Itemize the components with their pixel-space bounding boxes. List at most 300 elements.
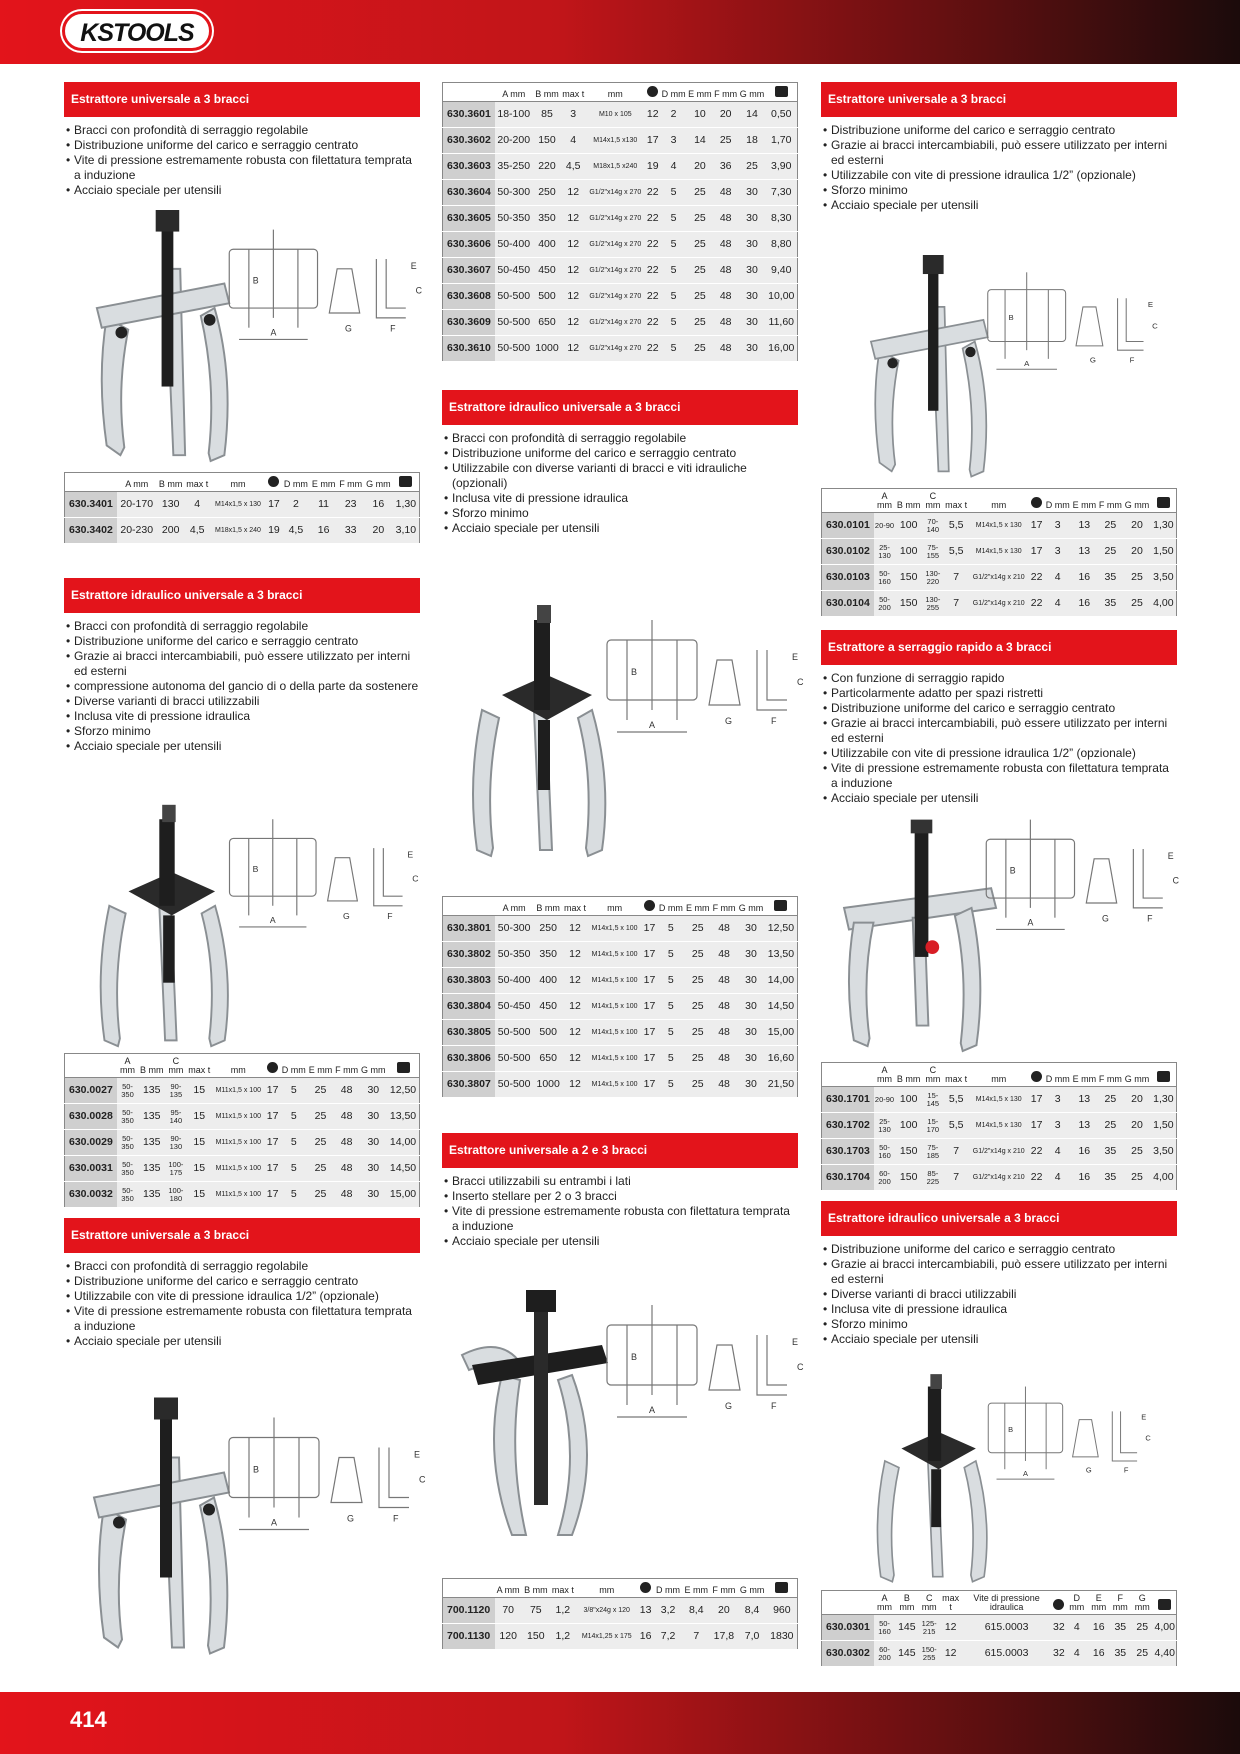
- table-cell: 4: [561, 128, 585, 154]
- article-code: 630.3606: [443, 232, 495, 258]
- socket-size-icon: [267, 1062, 278, 1073]
- spec-table: [442, 82, 798, 362]
- table-cell: 20: [710, 1598, 737, 1624]
- table-cell: 30: [737, 994, 765, 1020]
- table-cell: 4,00: [1151, 591, 1177, 617]
- feature-item: • compressione autonoma del gancio di o della parte da sostenere: [64, 679, 420, 694]
- table-cell: 150: [533, 128, 561, 154]
- table-cell: M18x1,5 x 240: [210, 518, 266, 544]
- table-cell: 12: [561, 284, 585, 310]
- table-cell: 23: [337, 492, 364, 518]
- table-cell: 25: [687, 310, 713, 336]
- header-icon: [766, 83, 798, 102]
- column-header: A mm: [495, 83, 533, 102]
- table-row: [65, 1130, 420, 1156]
- svg-text:E: E: [407, 849, 414, 860]
- table-cell: 18: [738, 128, 765, 154]
- section-estrattore-universale-2-3-bracci: [442, 1133, 798, 1249]
- svg-text:G: G: [344, 323, 352, 334]
- feature-item: • Distribuzione uniforme del carico e serraggio centrato: [821, 123, 1177, 138]
- column-header: E mm: [1071, 1063, 1097, 1087]
- table-cell: 75-155: [922, 539, 944, 565]
- column-header: G mm: [360, 1054, 388, 1078]
- svg-text:B: B: [1009, 865, 1016, 876]
- table-cell: 25: [687, 284, 713, 310]
- table-row: [443, 968, 798, 994]
- feature-item: • Bracci con profondità di serraggio regolabile: [64, 123, 420, 138]
- article-code: 630.3807: [443, 1072, 495, 1098]
- table-cell: 30: [738, 180, 765, 206]
- column-header: E mm: [307, 1054, 333, 1078]
- table-cell: M14x1,5 x 100: [587, 1072, 641, 1098]
- svg-text:B: B: [1008, 1425, 1014, 1435]
- table-cell: 5: [657, 968, 684, 994]
- article-code: 630.0301: [822, 1615, 874, 1641]
- table-cell: 60-200: [874, 1165, 896, 1191]
- table-cell: 100: [896, 1113, 922, 1139]
- weight-kg-icon: [1157, 1071, 1170, 1082]
- section-title: Estrattore universale a 3 bracci: [64, 82, 420, 117]
- table-cell: 50-500: [495, 1072, 534, 1098]
- table-cell: 5: [660, 232, 687, 258]
- feature-item: • Acciaio speciale per utensili: [64, 1334, 420, 1349]
- table-cell: 200: [157, 518, 184, 544]
- column-header: A mm: [874, 489, 896, 513]
- table-cell: 125-215: [918, 1615, 940, 1641]
- table-cell: 20: [1123, 1087, 1150, 1113]
- table-cell: 30: [737, 942, 765, 968]
- table-cell: 7,2: [654, 1624, 683, 1650]
- table-cell: 50-350: [495, 942, 534, 968]
- article-code: 630.3608: [443, 284, 495, 310]
- column-header: F mm: [710, 1579, 737, 1598]
- table-cell: 13: [1071, 539, 1097, 565]
- feature-list: [442, 431, 798, 536]
- feature-item: • Acciaio speciale per utensili: [64, 739, 420, 754]
- table-cell: 3: [1044, 539, 1071, 565]
- table-cell: 12: [563, 1072, 588, 1098]
- feature-item: • Distribuzione uniforme del carico e serraggio centrato: [64, 634, 420, 649]
- table-cell: 400: [534, 968, 563, 994]
- table-cell: G1/2"x14g x 270: [585, 232, 645, 258]
- table-cell: 3,2: [654, 1598, 683, 1624]
- svg-text:E: E: [792, 1337, 799, 1347]
- table-cell: 4: [1044, 591, 1071, 617]
- table-cell: 30: [737, 1020, 765, 1046]
- table-cell: 7,0: [738, 1624, 767, 1650]
- svg-text:A: A: [1024, 358, 1030, 368]
- table-cell: 8,4: [738, 1598, 767, 1624]
- socket-size-icon: [647, 86, 658, 97]
- table-cell: 30: [738, 258, 765, 284]
- table-cell: 16: [1071, 565, 1097, 591]
- table-cell: 5: [280, 1156, 307, 1182]
- column-header: B mm: [534, 897, 563, 916]
- table-cell: 1,50: [1151, 539, 1177, 565]
- table-cell: 9,40: [766, 258, 798, 284]
- feature-list: [64, 1259, 420, 1349]
- feature-list: [821, 123, 1177, 213]
- feature-item: • Acciaio speciale per utensili: [64, 183, 420, 198]
- svg-text:E: E: [1147, 299, 1154, 309]
- table-cell: 48: [711, 942, 737, 968]
- table-cell: 20-230: [117, 518, 157, 544]
- table-row: [443, 916, 798, 942]
- section-title: Estrattore idraulico universale a 3 bracci: [64, 578, 420, 613]
- column-header: F mm: [1110, 1591, 1131, 1615]
- table-row: [65, 1078, 420, 1104]
- table-cell: 4,5: [561, 154, 585, 180]
- table-cell: 25-130: [874, 1113, 896, 1139]
- product-image-630-0301: [821, 1370, 1177, 1585]
- table-cell: 25: [1123, 1165, 1150, 1191]
- column-header: A mm: [874, 1063, 896, 1087]
- table-cell: 48: [713, 180, 738, 206]
- table-cell: 25: [684, 1046, 711, 1072]
- svg-text:C: C: [1145, 1433, 1151, 1443]
- table-cell: 12: [561, 232, 585, 258]
- table-cell: 1000: [534, 1072, 563, 1098]
- table-cell: G1/2"x14g x 270: [585, 284, 645, 310]
- table-cell: 48: [711, 916, 737, 942]
- table-cell: 30: [360, 1078, 388, 1104]
- table-cell: G1/2"x14g x 270: [585, 180, 645, 206]
- section-title: Estrattore a serraggio rapido a 3 bracci: [821, 630, 1177, 665]
- table-cell: 35-250: [495, 154, 533, 180]
- table-cell: 12: [940, 1615, 961, 1641]
- table-cell: 5: [280, 1104, 307, 1130]
- table-cell: 12: [561, 310, 585, 336]
- article-code: 630.0029: [65, 1130, 117, 1156]
- table-cell: 48: [711, 1020, 737, 1046]
- column-header: max t: [940, 1591, 961, 1615]
- article-code: 630.3401: [65, 492, 117, 518]
- product-image-630-3401: [64, 210, 420, 465]
- column-header: E mm: [687, 83, 713, 102]
- table-cell: 15-170: [922, 1113, 944, 1139]
- table-row: [443, 1072, 798, 1098]
- table-cell: 15,00: [387, 1182, 419, 1208]
- header-code: [443, 83, 495, 102]
- feature-item: • Particolarmente adatto per spazi ristretti: [821, 686, 1177, 701]
- column-header: G mm: [738, 1579, 767, 1598]
- table-cell: 25-130: [874, 539, 896, 565]
- table-cell: 17: [642, 942, 658, 968]
- header-code: [822, 1591, 874, 1615]
- table-cell: 25: [1131, 1641, 1154, 1667]
- article-code: 630.3805: [443, 1020, 495, 1046]
- table-cell: 25: [1097, 1087, 1123, 1113]
- section-title: Estrattore universale a 2 e 3 bracci: [442, 1133, 798, 1168]
- table-row: [443, 1046, 798, 1072]
- table-cell: 615.0003: [961, 1641, 1052, 1667]
- table-cell: 7: [682, 1624, 710, 1650]
- feature-item: • Vite di pressione estremamente robusta con filettatura temprata a induzione: [821, 761, 1177, 791]
- svg-text:F: F: [1123, 1465, 1129, 1475]
- feature-item: • Con funzione di serraggio rapido: [821, 671, 1177, 686]
- column-header: C mm: [918, 1591, 940, 1615]
- table-cell: 50-300: [495, 180, 533, 206]
- table-cell: 960: [767, 1598, 798, 1624]
- table-cell: 35: [1097, 1139, 1123, 1165]
- article-code: 630.3802: [443, 942, 495, 968]
- table-cell: 17: [266, 492, 282, 518]
- article-code: 630.3603: [443, 154, 495, 180]
- table-cell: M14x1,5 x130: [585, 128, 645, 154]
- table-cell: 135: [139, 1182, 165, 1208]
- table-cell: 22: [645, 232, 660, 258]
- article-code: 630.3804: [443, 994, 495, 1020]
- table-cell: 48: [334, 1156, 360, 1182]
- table-cell: M14x1,5 x 130: [969, 1113, 1029, 1139]
- table-cell: 12: [563, 968, 588, 994]
- table-cell: 1,30: [393, 492, 420, 518]
- table-cell: 50-300: [495, 916, 534, 942]
- table-cell: 22: [1029, 565, 1044, 591]
- column-header: C mm: [922, 1063, 944, 1087]
- table-cell: 4: [184, 492, 210, 518]
- product-image-630-1701: [821, 800, 1177, 1055]
- section-title: Estrattore idraulico universale a 3 bracci: [442, 390, 798, 425]
- table-cell: 17: [645, 128, 660, 154]
- feature-item: • Grazie ai bracci intercambiabili, può essere utilizzato per interni ed esterni: [821, 716, 1177, 746]
- table-row: [65, 492, 420, 518]
- feature-item: • Bracci con profondità di serraggio regolabile: [64, 619, 420, 634]
- table-cell: 13: [638, 1598, 654, 1624]
- table-cell: M14x1,5 x 130: [210, 492, 266, 518]
- table-cell: 12: [563, 1046, 588, 1072]
- section-estrattore-universale-3-bracci-b: [64, 1218, 420, 1349]
- table-cell: 30: [360, 1182, 388, 1208]
- table-cell: 5,5: [944, 539, 969, 565]
- table-cell: 15: [187, 1156, 212, 1182]
- feature-item: • Vite di pressione estremamente robusta con filettatura temprata a induzione: [64, 1304, 420, 1334]
- table-cell: 4: [660, 154, 687, 180]
- table-cell: 400: [533, 232, 561, 258]
- table-row: [822, 1087, 1177, 1113]
- svg-text:A: A: [1027, 917, 1034, 928]
- table-cell: 60-200: [874, 1641, 896, 1667]
- header-code: [822, 1063, 874, 1087]
- feature-item: • Acciaio speciale per utensili: [821, 791, 1177, 806]
- svg-text:E: E: [792, 652, 799, 662]
- feature-item: • Acciaio speciale per utensili: [442, 521, 798, 536]
- table-row: [443, 154, 798, 180]
- table-cell: 20: [364, 518, 393, 544]
- table-cell: 5,5: [944, 1087, 969, 1113]
- column-header: F mm: [713, 83, 738, 102]
- table-cell: 48: [334, 1104, 360, 1130]
- table-cell: 5,5: [944, 513, 969, 539]
- table-cell: 7: [944, 565, 969, 591]
- table-cell: M10 x 105: [585, 102, 645, 128]
- table-cell: 50-500: [495, 310, 533, 336]
- column-header-thread: mm: [585, 83, 645, 102]
- table-cell: 22: [645, 336, 660, 362]
- table-row: [65, 1104, 420, 1130]
- table-cell: 4,5: [282, 518, 310, 544]
- table-cell: 16,60: [765, 1046, 798, 1072]
- table-cell: 16: [1071, 1165, 1097, 1191]
- table-row: [822, 591, 1177, 617]
- table-cell: 220: [533, 154, 561, 180]
- table-cell: 95-140: [165, 1104, 187, 1130]
- table-cell: 48: [713, 232, 738, 258]
- table-cell: 2: [660, 102, 687, 128]
- table-cell: 5,5: [944, 1113, 969, 1139]
- table-cell: 25: [1123, 1139, 1150, 1165]
- table-cell: 50-500: [495, 1046, 534, 1072]
- table-cell: 35: [1097, 565, 1123, 591]
- weight-kg-icon: [775, 1582, 788, 1593]
- header-icon: [765, 897, 798, 916]
- svg-text:G: G: [1085, 1465, 1092, 1475]
- table-cell: 20-200: [495, 128, 533, 154]
- table-cell: 22: [645, 310, 660, 336]
- table-cell: 650: [533, 310, 561, 336]
- table-cell: 50-350: [117, 1156, 139, 1182]
- svg-text:E: E: [410, 260, 417, 271]
- table-cell: M14x1,5 x 100: [587, 1020, 641, 1046]
- svg-text:C: C: [1172, 875, 1179, 886]
- table-cell: 48: [711, 1072, 737, 1098]
- header-code: [65, 1054, 117, 1078]
- table-cell: 17: [1029, 513, 1044, 539]
- table-row: [65, 1156, 420, 1182]
- table-cell: 12: [561, 206, 585, 232]
- article-code: 630.3607: [443, 258, 495, 284]
- table-cell: 120: [495, 1624, 522, 1650]
- socket-size-icon: [1031, 1071, 1042, 1082]
- header-icon: [1029, 1063, 1044, 1087]
- table-cell: 3: [561, 102, 585, 128]
- column-header: B mm: [896, 489, 922, 513]
- spec-table: [442, 896, 798, 1098]
- table-cell: 18-100: [495, 102, 533, 128]
- article-code: 630.3610: [443, 336, 495, 362]
- table-cell: 20-90: [874, 513, 896, 539]
- article-code: 630.0032: [65, 1182, 117, 1208]
- column-header: A mm: [495, 1579, 522, 1598]
- table-cell: 50-500: [495, 1020, 534, 1046]
- table-cell: 33: [337, 518, 364, 544]
- table-cell: 10: [687, 102, 713, 128]
- table-cell: 32: [1052, 1641, 1066, 1667]
- table-cell: 20-170: [117, 492, 157, 518]
- table-cell: 145: [896, 1615, 919, 1641]
- table-cell: 50-500: [495, 336, 533, 362]
- column-header: D mm: [654, 1579, 683, 1598]
- table-cell: 20: [1123, 513, 1150, 539]
- table-cell: 25: [684, 942, 711, 968]
- header-icon: [387, 1054, 419, 1078]
- table-cell: M14x1,5 x 100: [587, 1046, 641, 1072]
- feature-item: • Diverse varianti di bracci utilizzabili: [64, 694, 420, 709]
- table-cell: 17: [642, 916, 658, 942]
- table-cell: G1/2"x14g x 210: [969, 1165, 1029, 1191]
- table-cell: 100-180: [165, 1182, 187, 1208]
- table-cell: 48: [713, 310, 738, 336]
- table-cell: 25: [307, 1104, 333, 1130]
- table-cell: 50-200: [874, 591, 896, 617]
- article-code: 630.3604: [443, 180, 495, 206]
- column-header: B mm: [896, 1063, 922, 1087]
- table-cell: M14x1,5 x 100: [587, 916, 641, 942]
- table-cell: 90-135: [165, 1078, 187, 1104]
- column-header: max t: [187, 1054, 212, 1078]
- column-header: A mm: [117, 473, 157, 492]
- header-icon: [393, 473, 420, 492]
- table-cell: 1000: [533, 336, 561, 362]
- table-cell: 16: [1071, 591, 1097, 617]
- table-cell: 3/8"x24g x 120: [576, 1598, 638, 1624]
- table-cell: 135: [139, 1078, 165, 1104]
- svg-text:G: G: [1101, 913, 1109, 924]
- table-cell: 50-350: [117, 1130, 139, 1156]
- table-cell: 22: [1029, 1139, 1044, 1165]
- header-icon: [767, 1579, 798, 1598]
- table-cell: 48: [713, 336, 738, 362]
- weight-kg-icon: [399, 476, 412, 487]
- table-row: [443, 1020, 798, 1046]
- table-cell: 150: [522, 1624, 550, 1650]
- table-cell: 35: [1097, 591, 1123, 617]
- header-icon: [1052, 1591, 1066, 1615]
- table-cell: 21,50: [765, 1072, 798, 1098]
- header-code: [443, 897, 495, 916]
- column-header: F mm: [337, 473, 364, 492]
- svg-text:F: F: [1147, 913, 1153, 924]
- table-cell: 50-350: [117, 1078, 139, 1104]
- table-cell: 30: [738, 310, 765, 336]
- feature-item: • Bracci con profondità di serraggio regolabile: [64, 1259, 420, 1274]
- table-row: [443, 1598, 798, 1624]
- column-header: G mm: [738, 83, 765, 102]
- feature-item: • Bracci utilizzabili su entrambi i lati: [442, 1174, 798, 1189]
- table-cell: 48: [334, 1182, 360, 1208]
- column-header: D mm: [282, 473, 310, 492]
- table-row: [822, 565, 1177, 591]
- table-cell: 25: [684, 994, 711, 1020]
- svg-text:C: C: [415, 285, 422, 296]
- table-cell: 25: [687, 206, 713, 232]
- table-row: [443, 180, 798, 206]
- table-row: [822, 1139, 1177, 1165]
- feature-item: • Vite di pressione estremamente robusta con filettatura temprata a induzione: [442, 1204, 798, 1234]
- table-cell: 85-225: [922, 1165, 944, 1191]
- article-code: 630.0027: [65, 1078, 117, 1104]
- column-header: A mm: [495, 897, 534, 916]
- table-cell: 75-185: [922, 1139, 944, 1165]
- table-cell: 4: [1066, 1641, 1088, 1667]
- feature-item: • Sforzo minimo: [821, 183, 1177, 198]
- table-cell: M14x1,5 x 100: [587, 994, 641, 1020]
- header-icon: [1029, 489, 1044, 513]
- svg-text:E: E: [1167, 850, 1174, 861]
- feature-item: • Vite di pressione estremamente robusta con filettatura temprata a induzione: [64, 153, 420, 183]
- table-row: [443, 102, 798, 128]
- table-cell: 7: [944, 1165, 969, 1191]
- column-header: max t: [563, 897, 588, 916]
- table-cell: 17: [642, 1046, 658, 1072]
- table-cell: 50-400: [495, 232, 533, 258]
- header-icon: [1154, 1591, 1177, 1615]
- table-cell: 25: [687, 336, 713, 362]
- table-cell: 135: [139, 1156, 165, 1182]
- section-estrattore-idraulico-3-bracci-a: [64, 578, 420, 754]
- table-row: [822, 1165, 1177, 1191]
- feature-item: • Bracci con profondità di serraggio regolabile: [442, 431, 798, 446]
